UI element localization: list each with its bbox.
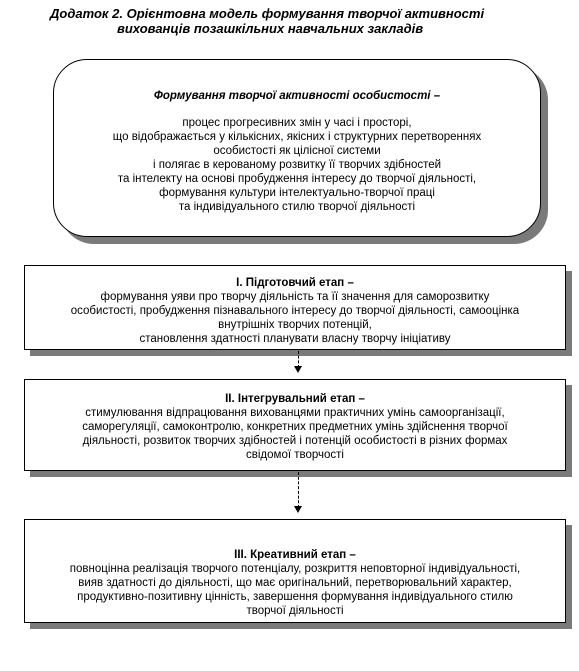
figure-title-line-1: Додаток 2. Орієнтовна модель формування творчої активності <box>50 6 485 21</box>
figure-title-line-2: вихованців позашкільних навчальних закладів <box>117 21 424 36</box>
stage-2-line: свідомої творчості <box>246 449 344 461</box>
arrow-head-stage-1-to-2 <box>294 366 302 373</box>
definition-heading: Формування творчої активності особистості – <box>153 90 441 102</box>
stage-1-line: внутрішніх творчих потенцій, <box>218 319 372 331</box>
stage-3-line: повноцінна реалізація творчого потенціалу, розкриття неповторної індивідуальності, <box>69 563 521 575</box>
definition-line: та індивідуального стилю творчої діяльності <box>178 201 416 213</box>
stage-3-heading: ІІІ. Креативний етап – <box>234 549 356 561</box>
stage-3-line: продуктивно-позитивну цінність, завершення формування індивідуального стилю <box>77 591 513 603</box>
figure-title <box>0 6 579 36</box>
stage-1-heading: І. Підготовчий етап – <box>236 277 354 289</box>
stage-3-box <box>24 519 566 623</box>
definition-line: та інтелекту на основі пробудження інтересу до творчої діяльності, <box>117 173 477 185</box>
definition-line: процес прогресивних змін у часі і просторі, <box>182 117 412 129</box>
stage-3-line: творчої діяльності <box>246 605 344 617</box>
definition-line: що відображається у кількісних, якісних і структурних перетвореннях <box>112 131 482 143</box>
stage-2-line: стимулювання відпрацювання вихованцями практичних умінь самоорганізації, <box>85 407 505 419</box>
stage-3-line: вияв здатності до діяльності, що має оригінальний, перетворювальний характер, <box>78 577 512 589</box>
stage-1-line: особистості, пробудження пізнавального інтересу до творчої діяльності, самооцінка <box>70 305 520 317</box>
stage-1-box <box>24 265 566 350</box>
definition-line: формування культури інтелектуально-творчої праці <box>159 187 435 199</box>
stage-2-heading: ІІ. Інтегрувальний етап – <box>225 393 365 405</box>
definition-box <box>53 59 541 237</box>
definition-line: і полягає в керованому розвитку її творчих здібностей <box>152 159 442 171</box>
stage-2-line: саморегуляції, самоконтролю, конкретних предметних умінь здійснення творчої <box>82 421 508 433</box>
stage-2-box <box>24 379 566 471</box>
arrow-stage-2-to-3 <box>298 472 299 508</box>
stage-2-line: діяльності, розвиток творчих здібностей і потенцій особистості в різних формах <box>82 435 508 447</box>
definition-line: особистості як цілісної системи <box>213 145 381 157</box>
arrow-head-stage-2-to-3 <box>294 506 302 513</box>
stage-1-line: формування уяви про творчу діяльність та її значення для саморозвитку <box>100 291 490 303</box>
stage-1-line: становлення здатності планувати власну творчу ініціативу <box>139 333 451 345</box>
